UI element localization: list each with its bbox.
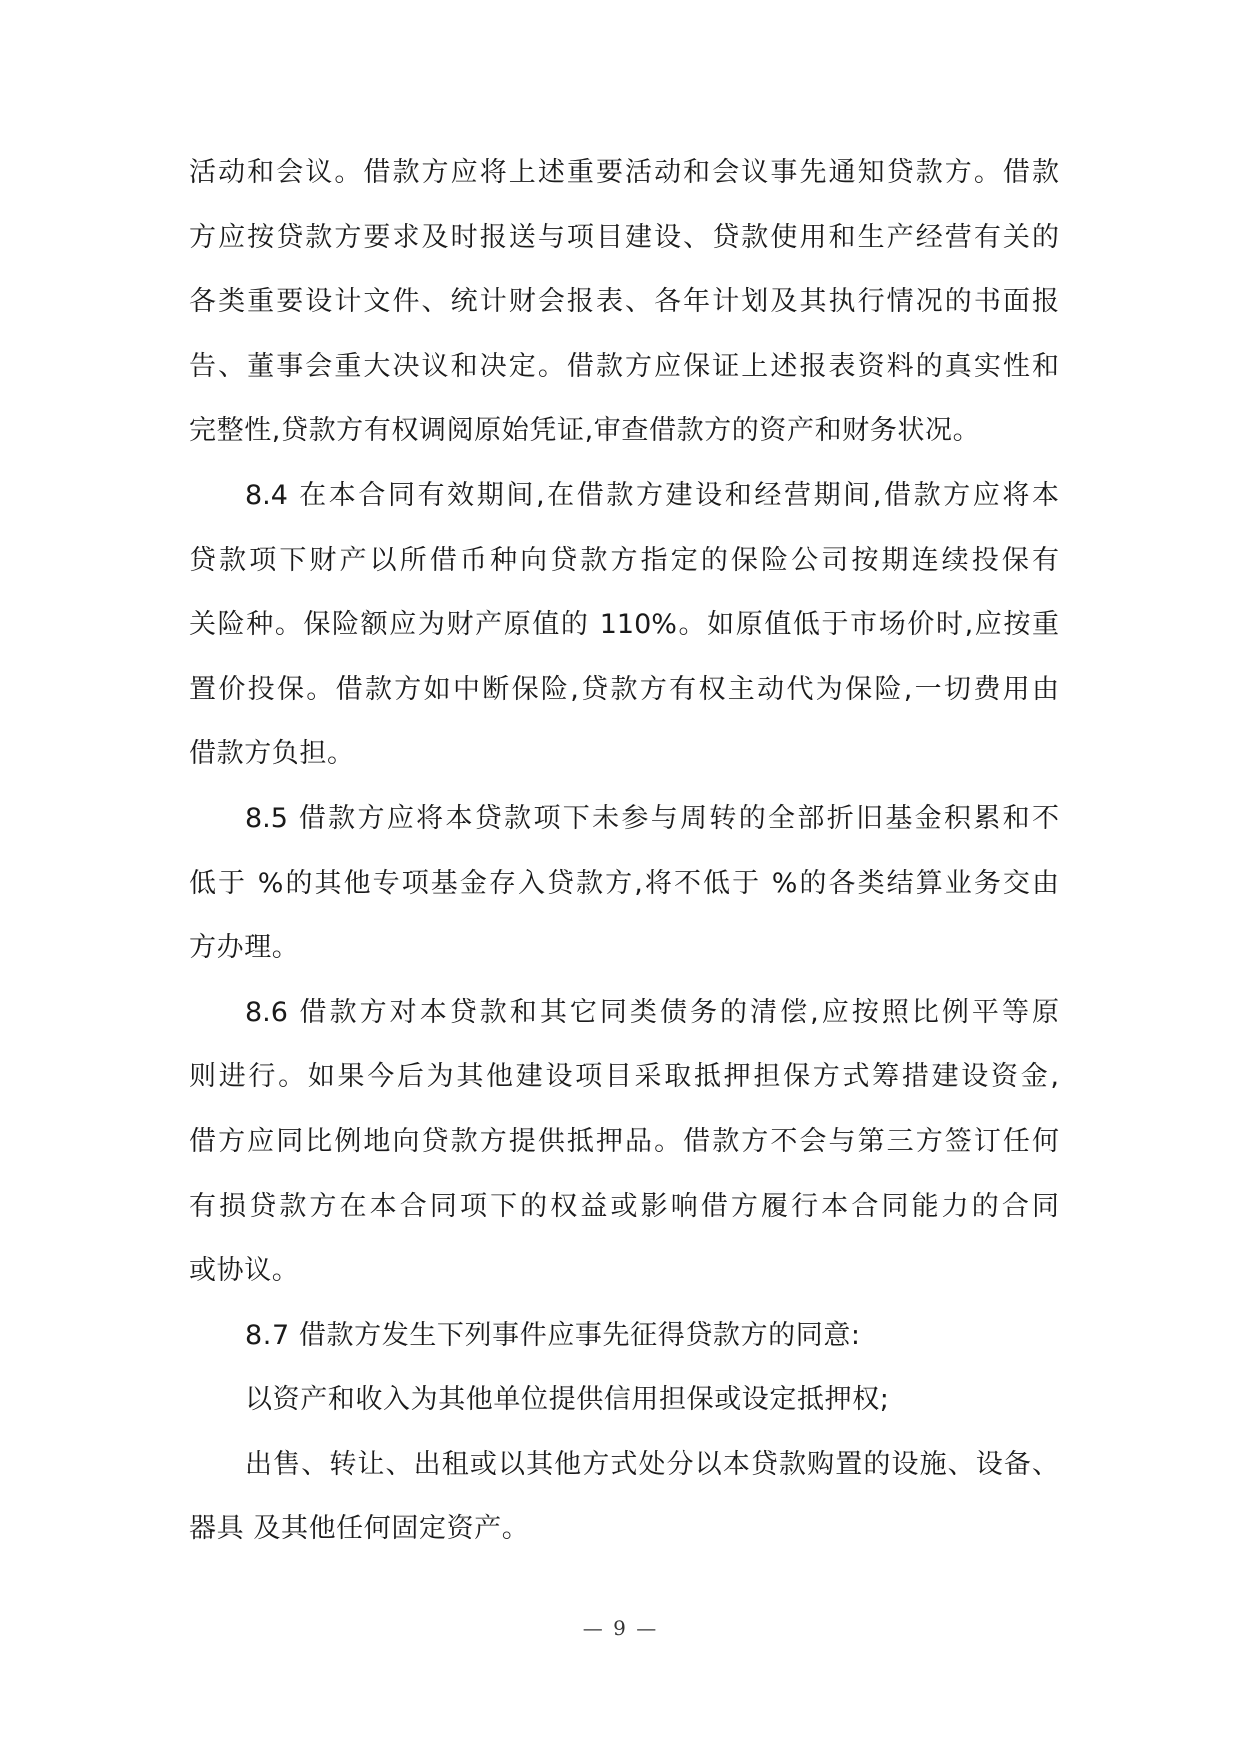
text-line: 8.4 在本合同有效期间,在借款方建设和经营期间,借款方应将本 xyxy=(245,479,1059,511)
text-line: 告、董事会重大决议和决定。借款方应保证上述报表资料的真实性和 xyxy=(189,350,1059,382)
text-line: 则进行。如果今后为其他建设项目采取抵押担保方式筹措建设资金, xyxy=(189,1061,1059,1093)
text-line: 有损贷款方在本合同项下的权益或影响借方履行本合同能力的合同 xyxy=(189,1190,1059,1222)
text-line: 完整性,贷款方有权调阅原始凭证,审查借款方的资产和财务状况。 xyxy=(189,415,981,447)
text-line: 关险种。保险额应为财产原值的 110%。如原值低于市场价时,应按重 xyxy=(189,609,1059,641)
text-line: 8.6 借款方对本贷款和其它同类债务的清偿,应按照比例平等原 xyxy=(245,996,1059,1028)
document-body xyxy=(189,155,1059,1576)
text-line: 借方应同比例地向贷款方提供抵押品。借款方不会与第三方签订任何 xyxy=(189,1125,1059,1157)
text-line: 方办理。 xyxy=(189,932,300,964)
text-line: 低于 %的其他专项基金存入贷款方,将不低于 %的各类结算业务交由 xyxy=(189,867,1059,899)
text-line: 或协议。 xyxy=(189,1255,300,1287)
page-number: — 9 — xyxy=(582,1616,659,1640)
text-line: 器具 及其他任何固定资产。 xyxy=(189,1513,530,1545)
text-line: 各类重要设计文件、统计财会报表、各年计划及其执行情况的书面报 xyxy=(189,286,1059,318)
text-line: 方应按贷款方要求及时报送与项目建设、贷款使用和生产经营有关的 xyxy=(189,221,1059,253)
text-line: 借款方负担。 xyxy=(189,738,355,770)
text-line: 出售、转让、出租或以其他方式处分以本贷款购置的设施、设备、 xyxy=(245,1448,1059,1480)
text-line: 置价投保。借款方如中断保险,贷款方有权主动代为保险,一切费用由 xyxy=(189,673,1059,705)
text-line: 8.7 借款方发生下列事件应事先征得贷款方的同意: xyxy=(245,1319,861,1351)
text-line: 8.5 借款方应将本贷款项下未参与周转的全部折旧基金积累和不 xyxy=(245,802,1059,834)
text-line: 以资产和收入为其他单位提供信用担保或设定抵押权; xyxy=(245,1384,890,1416)
text-line: 活动和会议。借款方应将上述重要活动和会议事先通知贷款方。借款 xyxy=(189,157,1059,188)
text-line: 贷款项下财产以所借币种向贷款方指定的保险公司按期连续投保有 xyxy=(189,544,1059,576)
